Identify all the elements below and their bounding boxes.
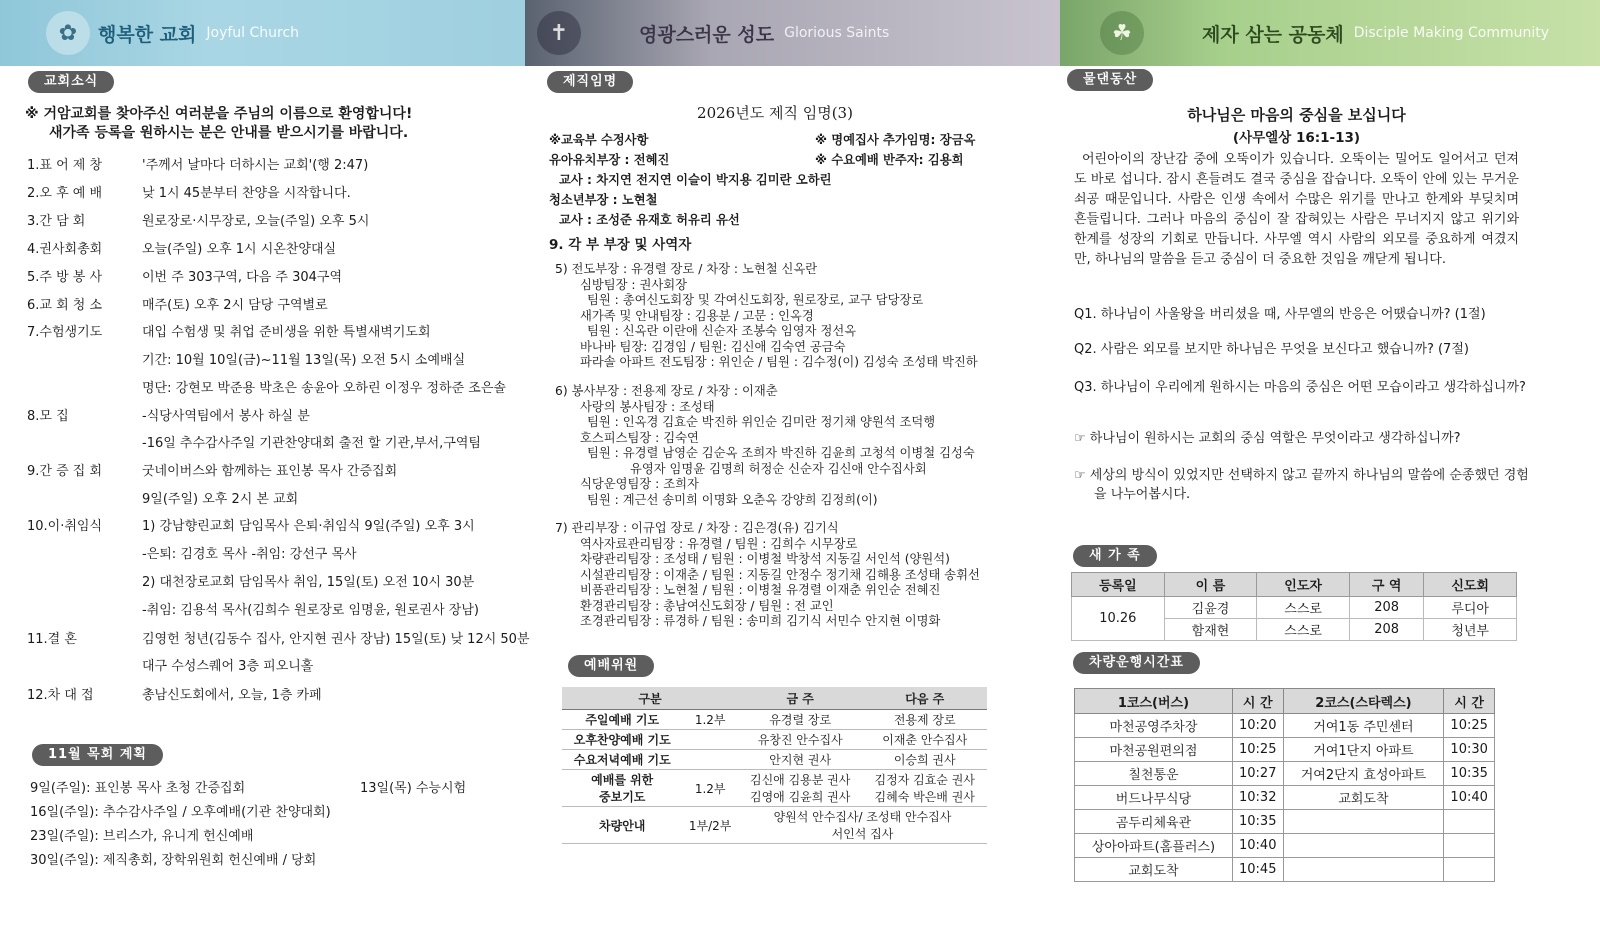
worship-cell — [682, 750, 737, 770]
question-2: Q2. 사람은 외모를 보지만 하나님은 무엇을 보신다고 했습니까? (7절) — [1074, 342, 1469, 357]
dept-line: 사랑의 봉사팀장 : 조성태 — [580, 399, 715, 414]
dept-line: 팀원 : 신옥란 이란애 신순자 조봉숙 임영자 정선옥 — [587, 324, 857, 338]
banner-title: 행복한 교회 — [98, 23, 197, 46]
col-name: 이 름 — [1164, 573, 1257, 597]
bus-cell: 10:27 — [1232, 762, 1283, 786]
glorious-saints-banner — [525, 0, 1060, 66]
bus-cell: 10:40 — [1232, 834, 1283, 858]
worship-row — [562, 770, 987, 807]
worship-cell: 예배를 위한 중보기도 — [562, 770, 682, 807]
worship-row — [562, 730, 987, 750]
worship-cell: 김신애 김용분 권사 김영애 김윤희 권사 — [738, 770, 863, 807]
right-column — [1060, 0, 1600, 939]
worship-row — [562, 807, 987, 844]
col-zone: 구 역 — [1349, 573, 1423, 597]
section-qt-label: 물댄동산 — [1067, 69, 1153, 91]
joyful-church-banner — [0, 0, 525, 66]
newfam-cell: 루디아 — [1424, 597, 1517, 619]
worship-cell: 1.2부 — [682, 770, 737, 807]
news-content: '주께서 날마다 더하시는 교회'(행 2:47) — [142, 158, 369, 173]
newfam-date: 10.26 — [1072, 597, 1165, 641]
bus-cell: 10:32 — [1232, 786, 1283, 810]
dept-line: 유영자 임명윤 김명희 허정순 신순자 김신애 안수집사회 — [630, 461, 927, 476]
newfam-row — [1072, 597, 1517, 619]
bus-cell: 10:35 — [1444, 762, 1495, 786]
plan-item-extra: 13일(목) 수능시험 — [360, 781, 467, 796]
bus-row — [1075, 714, 1495, 738]
news-content: -식당사역팀에서 봉사 하실 분 — [142, 409, 310, 424]
bus-cell — [1444, 810, 1495, 834]
newfam-cell: 김윤경 — [1164, 597, 1257, 619]
news-content: 낮 1시 45분부터 찬양을 시작합니다. — [142, 186, 351, 201]
newfam-cell: 스스로 — [1257, 619, 1350, 641]
bus-cell: 10:20 — [1232, 714, 1283, 738]
dept-line: 파라솔 아파트 전도팀장 : 위인순 / 팀원 : 김수정(이) 김성숙 조성태 박진하 — [580, 355, 978, 369]
bus-cell: 거여1단지 아파트 — [1283, 738, 1444, 762]
dept-line: 시설관리팀장 : 이재춘 / 팀원 : 지동길 안정수 정기채 김해용 조성태 송휘선 — [580, 567, 980, 582]
news-content: 대입 수험생 및 취업 준비생을 위한 특별새벽기도회 — [142, 325, 431, 340]
news-content: 오늘(주일) 오후 1시 시온찬양대실 — [142, 242, 337, 257]
plan-item: 23일(주일): 브리스가, 유니게 헌신예배 — [30, 829, 254, 844]
note-honorary-deacon: ※ 명예집사 추가임명: 장금옥 — [815, 133, 976, 147]
question-5: ☞ 세상의 방식이 있었지만 선택하지 않고 끝까지 하나님의 말씀에 순종했던 경험을 나누어봅시다. — [1074, 468, 1529, 502]
dept-line: 조경관리팀장 : 류경하 / 팀원 : 송미희 김기식 서민수 안지현 이명화 — [580, 614, 941, 628]
bus-row — [1075, 858, 1495, 882]
dept-line: 7) 관리부장 : 이규업 장로 / 차장 : 김은경(유) 김기식 — [555, 521, 839, 535]
dept-line: 바나바 팀장: 김경임 / 팀원: 김신애 김숙연 공금숙 — [580, 339, 846, 354]
bus-row — [1075, 810, 1495, 834]
col-time1: 시 간 — [1232, 689, 1283, 714]
bus-cell: 10:25 — [1232, 738, 1283, 762]
news-content: 총남신도회에서, 오늘, 1층 카페 — [142, 688, 322, 703]
plan-item: 16일(주일): 추수감사주일 / 오후예배(기관 찬양대회) — [30, 805, 331, 820]
worship-row — [562, 710, 987, 730]
news-content: 기간: 10월 10일(금)~11월 13일(목) 오전 5시 소예배실 — [142, 353, 466, 368]
dept-line: 비품관리팀장 : 노현철 / 팀원 : 이병철 유경렬 이재춘 위인순 전혜진 — [580, 583, 941, 597]
news-label: 6.교 회 청 소 — [27, 298, 103, 313]
section-news-label: 교회소식 — [28, 71, 114, 93]
bus-cell: 교회도착 — [1075, 858, 1233, 882]
worship-cell: 1부/2부 — [682, 807, 737, 844]
worship-committee-table — [562, 687, 987, 844]
news-label: 1.표 어 제 창 — [27, 158, 103, 173]
bus-row — [1075, 762, 1495, 786]
dept-line: 6) 봉사부장 : 전용제 장로 / 차장 : 이재춘 — [555, 384, 778, 398]
news-label: 2.오 후 예 배 — [27, 186, 103, 201]
bus-cell — [1444, 834, 1495, 858]
worship-cell — [682, 730, 737, 750]
section-worship-label: 예배위원 — [568, 655, 654, 677]
appoint-line: 교사 : 조성준 유재호 허유리 유선 — [559, 213, 740, 227]
news-label: 10.이·취임식 — [27, 519, 103, 534]
new-family-table — [1071, 572, 1517, 641]
section-bus-label: 차량운행시간표 — [1073, 652, 1200, 674]
banner-subtitle: Disciple Making Community — [1353, 25, 1550, 41]
dept-line: 팀원 : 총여신도회장 및 각여신도회장, 원로장로, 교구 담당장로 — [587, 293, 924, 307]
bus-row — [1075, 738, 1495, 762]
newfam-cell: 청년부 — [1424, 619, 1517, 641]
worship-cell: 유창진 안수집사 — [738, 730, 863, 750]
col-this-week: 금 주 — [738, 687, 863, 710]
news-label: 8.모 집 — [27, 409, 69, 424]
dept-line: 차량관리팀장 : 조성태 / 팀원 : 이병철 박창석 지동길 서인석 (양원석) — [580, 552, 950, 566]
worship-cell: 유경렬 장로 — [738, 710, 863, 730]
news-label: 9.간 증 집 회 — [27, 464, 103, 479]
col-course1: 1코스(버스) — [1075, 689, 1233, 714]
worship-cell: 안지현 권사 — [738, 750, 863, 770]
news-content: -은퇴: 김경호 목사 -취임: 강선구 목사 — [142, 547, 357, 562]
bus-cell — [1444, 858, 1495, 882]
appoint-title: 2026년도 제직 임명(3) — [697, 104, 853, 122]
worship-cell: 차량안내 — [562, 807, 682, 844]
bus-row — [1075, 834, 1495, 858]
bus-cell: 마천공영주차장 — [1075, 714, 1233, 738]
newfam-cell: 함재현 — [1164, 619, 1257, 641]
news-content: -취임: 김용석 목사(김희수 원로장로 임명윤, 원로권사 장남) — [142, 603, 479, 618]
appoint-line: 교사 : 차지연 전지연 이슬이 박지용 김미란 오하린 — [559, 173, 832, 187]
worship-cell: 수요저녁예배 기도 — [562, 750, 682, 770]
dept-line: 호스피스팀장 : 김숙연 — [580, 430, 699, 445]
banner-title: 제자 삼는 공동체 — [1202, 23, 1344, 46]
news-content: 명단: 강현모 박준용 박초은 송윤아 오하린 이정우 정하준 조은솔 — [142, 381, 506, 396]
dept-line: 환경관리팀장 : 총남여신도회장 / 팀원 : 전 교인 — [580, 598, 834, 613]
worship-cell: 주일예배 기도 — [562, 710, 682, 730]
welcome-line-1: ※ 거암교회를 찾아주신 여러분을 주님의 이름으로 환영합니다! — [25, 106, 413, 122]
plan-item: 30일(주일): 제직총회, 장학위원회 헌신예배 / 당회 — [30, 853, 317, 868]
welcome-line-2: 새가족 등록을 원하시는 분은 안내를 받으시기를 바랍니다. — [49, 125, 409, 141]
dept-line: 새가족 및 안내팀장 : 김용분 / 고문 : 인옥경 — [580, 308, 814, 323]
news-content: 원로장로·시무장로, 오늘(주일) 오후 5시 — [142, 214, 370, 229]
question-3: Q3. 하나님이 우리에게 원하시는 마음의 중심은 어떤 모습이라고 생각하십니까? — [1074, 380, 1526, 395]
worship-cell: 1.2부 — [682, 710, 737, 730]
question-4: ☞ 하나님이 원하시는 교회의 중심 역할은 무엇이라고 생각하십니까? — [1074, 431, 1461, 446]
worship-row — [562, 750, 987, 770]
dept-line: 역사자료관리팀장 : 유경렬 / 팀원 : 김희수 시무장로 — [580, 536, 858, 551]
news-content: 9일(주일) 오후 2시 본 교회 — [142, 492, 299, 507]
banner-subtitle: Joyful Church — [206, 25, 300, 41]
bus-cell: 버드나무식당 — [1075, 786, 1233, 810]
bus-cell — [1283, 858, 1444, 882]
bus-cell: 마천공원편의점 — [1075, 738, 1233, 762]
section-appoint-label: 제직임명 — [547, 71, 633, 93]
qt-body: 어린아이의 장난감 중에 오뚝이가 있습니다. 오뚝이는 밀어도 일어서고 던져도 바로 섭니다. 잠시 흔들려도 결국 중심을 잡습니다. 오뚝이 안에 있는 무거운 쇠공 때문입니다. 사람은 인생 속에서 수많은 위기를 만나고 한계와 부딪치며 흔들립니다. 그러나 마음의 중심이 잘 잡혀있는 사람은 무너지지 않고 위기와 한계를 성장의 기회로 만듭니다. 사무엘 역시 사람의 외모를 중요하게 여겼지만, 하나님의 말씀을 듣고 중심이 더 중요한 것임을 깨닫게 됩니다. — [1074, 152, 1519, 267]
qt-title: 하나님은 마음의 중심을 보십니다 — [1187, 106, 1406, 124]
middle-column — [525, 0, 1060, 939]
worship-cell: 전용제 장로 — [862, 710, 987, 730]
news-content: -16일 추수감사주일 기관찬양대회 출전 할 기관,부서,구역팀 — [142, 436, 481, 451]
news-content: 2) 대천장로교회 담임목사 취임, 15일(토) 오전 10시 30분 — [142, 575, 475, 590]
col-course2: 2코스(스타렉스) — [1283, 689, 1444, 714]
bus-cell: 10:35 — [1232, 810, 1283, 834]
bus-cell: 칠천통운 — [1075, 762, 1233, 786]
bus-schedule-table — [1074, 688, 1495, 882]
church-icon: ✿ — [46, 11, 90, 55]
disciple-community-banner — [1060, 0, 1600, 66]
newfam-cell: 스스로 — [1257, 597, 1350, 619]
news-content: 매주(토) 오후 2시 담당 구역별로 — [142, 298, 328, 313]
worship-cell: 이재춘 안수집사 — [862, 730, 987, 750]
bus-cell: 10:40 — [1444, 786, 1495, 810]
news-content: 대구 수성스퀘어 3층 피오니홀 — [142, 659, 314, 674]
bus-cell: 10:25 — [1444, 714, 1495, 738]
bus-row — [1075, 786, 1495, 810]
news-label: 5.주 방 봉 사 — [27, 270, 103, 285]
bus-cell: 거여2단지 효성아파트 — [1283, 762, 1444, 786]
appoint-line: 유아유치부장 : 전혜진 — [549, 153, 670, 167]
dept-line: 팀원 : 계근선 송미희 이명화 오춘옥 강양희 김정희(이) — [587, 492, 878, 507]
news-label: 11.결 혼 — [27, 632, 77, 647]
bus-cell — [1283, 834, 1444, 858]
left-column — [0, 0, 530, 939]
banner-title: 영광스러운 성도 — [639, 23, 775, 46]
worship-cell: 김정자 김효순 권사 김혜숙 박은배 권사 — [862, 770, 987, 807]
worship-cell: 오후찬양예배 기도 — [562, 730, 682, 750]
newfam-cell: 208 — [1349, 619, 1423, 641]
newfam-cell: 208 — [1349, 597, 1423, 619]
bus-cell: 상아아파트(홈플러스) — [1075, 834, 1233, 858]
col-date: 등록일 — [1072, 573, 1165, 597]
bus-cell: 거여1동 주민센터 — [1283, 714, 1444, 738]
bus-cell: 교회도착 — [1283, 786, 1444, 810]
col-next-week: 다음 주 — [862, 687, 987, 710]
col-guide: 인도자 — [1257, 573, 1350, 597]
bus-cell: 10:45 — [1232, 858, 1283, 882]
note-wednesday-pianist: ※ 수요예배 반주자: 김용희 — [815, 153, 964, 167]
qt-reference: (사무엘상 16:1-13) — [1232, 130, 1361, 146]
welcome-message — [25, 105, 412, 143]
news-label: 4.권사회총회 — [27, 242, 103, 257]
saints-photo-icon: ✝ — [537, 11, 581, 55]
field-photo-icon: ☘ — [1100, 11, 1144, 55]
col-category: 구분 — [562, 687, 738, 710]
section-newfamily-label: 새 가 족 — [1073, 545, 1157, 567]
dept-line: 심방팀장 : 권사회장 — [580, 277, 687, 292]
news-content: 이번 주 303구역, 다음 주 304구역 — [142, 270, 343, 285]
banner-subtitle: Glorious Saints — [784, 25, 890, 41]
news-label: 7.수험생기도 — [27, 325, 103, 340]
col-group: 신도회 — [1424, 573, 1517, 597]
plan-item: 9일(주일): 표인봉 목사 초청 간증집회 — [30, 781, 246, 796]
dept-line: 5) 전도부장 : 유경렬 장로 / 차장 : 노현철 신옥란 — [555, 262, 818, 276]
news-content: 김영헌 청년(김동수 집사, 안지현 권사 장남) 15일(토) 낮 12시 50분 — [142, 632, 530, 647]
dept-line: 팀원 : 유경렬 남영순 김순옥 조희자 박진하 김윤희 고청석 이병철 김성숙 — [587, 446, 975, 460]
col-time2: 시 간 — [1444, 689, 1495, 714]
dept-line: 식당운영팀장 : 조희자 — [580, 477, 699, 491]
worship-cell: 이승희 권사 — [862, 750, 987, 770]
dept-line: 팀원 : 인옥경 김효순 박진하 위인순 김미란 정기채 양원석 조덕행 — [587, 415, 936, 429]
news-label: 12.차 대 접 — [27, 688, 94, 703]
appoint-line: ※교육부 수정사항 — [549, 133, 649, 147]
dept-heading: 9. 각 부 부장 및 사역자 — [549, 237, 692, 253]
appoint-line: 청소년부장 : 노현철 — [549, 193, 658, 207]
worship-cell: 양원석 안수집사/ 조성태 안수집사 서인석 집사 — [738, 807, 987, 844]
bus-cell — [1283, 810, 1444, 834]
news-content: 1) 강남향린교회 담임목사 은퇴·취임식 9일(주일) 오후 3시 — [142, 519, 475, 534]
question-1: Q1. 하나님이 사울왕을 버리셨을 때, 사무엘의 반응은 어땠습니까? (1절) — [1074, 307, 1486, 322]
bus-cell: 10:30 — [1444, 738, 1495, 762]
section-plan-label: 11월 목회 계획 — [32, 744, 163, 766]
bus-cell: 곰두리체육관 — [1075, 810, 1233, 834]
news-label: 3.간 담 회 — [27, 214, 86, 229]
news-content: 굿네이버스와 함께하는 표인봉 목사 간증집회 — [142, 464, 398, 479]
